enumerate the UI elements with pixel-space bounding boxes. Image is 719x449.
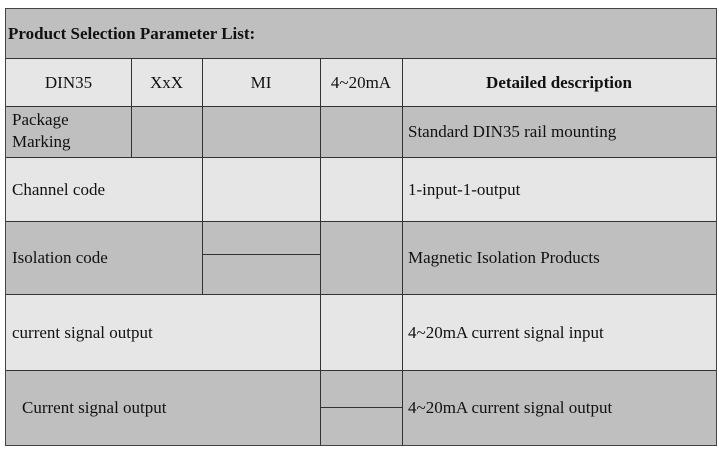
header-xxx: XxX	[131, 58, 202, 106]
table-title-cell	[6, 9, 716, 58]
grid-line	[6, 221, 716, 222]
header-din35: DIN35	[6, 58, 131, 106]
isolation-code-description: Magnetic Isolation Products	[408, 248, 600, 267]
grid-line	[6, 106, 716, 107]
current-signal-input-description: 4~20mA current signal input	[408, 322, 604, 342]
grid-line	[402, 58, 403, 445]
grid-line	[6, 294, 716, 295]
parameter-table	[5, 8, 717, 446]
grid-line	[6, 157, 716, 158]
channel-code-label: Channel code	[12, 179, 105, 199]
grid-line	[320, 58, 321, 445]
table-title: Product Selection Parameter List:	[8, 24, 256, 43]
package-marking-label: Package Marking	[12, 110, 71, 151]
channel-code-description: 1-input-1-output	[408, 179, 521, 199]
package-marking-description: Standard DIN35 rail mounting	[408, 122, 617, 141]
grid-line	[6, 370, 716, 371]
current-signal-output-label-2: Current signal output	[22, 398, 167, 417]
header-detailed-description: Detailed description	[402, 58, 716, 106]
isolation-code-label: Isolation code	[12, 248, 108, 267]
current-signal-output-description: 4~20mA current signal output	[408, 398, 613, 417]
grid-line	[320, 407, 402, 408]
grid-line	[202, 254, 320, 255]
grid-line	[202, 58, 203, 294]
grid-line	[6, 58, 716, 59]
header-4-20ma: 4~20mA	[320, 58, 402, 106]
current-signal-output-label: current signal output	[12, 322, 153, 342]
grid-line	[131, 58, 132, 157]
header-mi: MI	[202, 58, 320, 106]
